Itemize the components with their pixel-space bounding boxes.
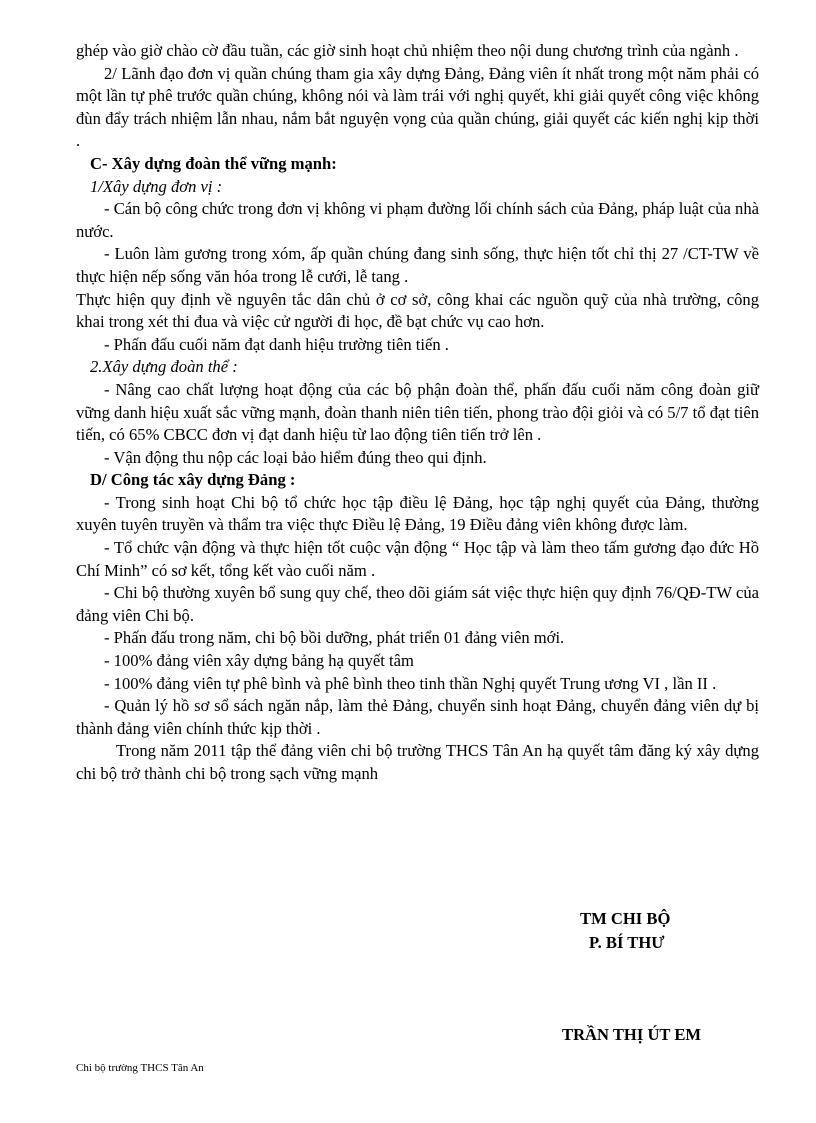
item-c3: Thực hiện quy định về nguyên tắc dân chủ ở cơ sở, công khai các nguồn quỹ của nhà trường, công khai trong xét thi đua và việc cử người đi học, đề bạt chức vụ cao hơn.	[76, 289, 759, 332]
heading-section-d: D/ Công tác xây dựng Đảng :	[90, 470, 296, 490]
item-d4: - Phấn đấu trong năm, chi bộ bồi dưỡng, phát triển 01 đảng viên mới.	[104, 628, 565, 648]
conclusion-paragraph: Trong năm 2011 tập thể đảng viên chi bộ trường THCS Tân An hạ quyết tâm đăng ký xây dựng chi bộ trở thành chi bộ trong sạch vững mạnh	[76, 741, 759, 783]
subheading-union: 2.Xây dựng đoàn thể :	[90, 357, 238, 377]
item-c4: - Phấn đấu cuối năm đạt danh hiệu trường tiên tiến .	[104, 334, 449, 354]
item-d3: - Chi bộ thường xuyên bổ sung quy chế, theo dõi giám sát việc thực hiện quy định 76/QĐ-TW của đảng viên Chi bộ.	[76, 583, 759, 625]
document-body	[76, 40, 759, 786]
item-d7: - Quản lý hồ sơ sổ sách ngăn nắp, làm thẻ Đảng, chuyển sinh hoạt Đảng, chuyển đảng viên dự bị thành đảng viên chính thức kịp thời .	[76, 696, 759, 738]
page-footer: Chi bộ trường THCS Tân An	[76, 1062, 204, 1074]
signature-role: P. BÍ THƯ	[589, 933, 665, 952]
subheading-unit: 1/Xây dựng đơn vị :	[90, 176, 223, 196]
item-c5: - Nâng cao chất lượng hoạt động của các bộ phận đoàn thể, phấn đấu cuối năm công đoàn giữ vững danh hiệu xuất sắc vững mạnh, đoàn thanh niên tiên tiến, phong trào đội giỏi và có 5/7 tổ đạt tiên tiến, có 65% CBCC đơn vị đạt danh hiệu từ lao động tiên tiến trở lên .	[76, 379, 759, 445]
item-c6: - Vận động thu nộp các loại bảo hiểm đúng theo qui định.	[104, 447, 487, 467]
item-d5: - 100% đảng viên xây dựng bảng hạ quyết tâm	[104, 651, 414, 671]
item-d2: - Tổ chức vận động và thực hiện tốt cuộc vận động “ Học tập và làm theo tấm gương đạo đức Hồ Chí Minh” có sơ kết, tổng kết vào cuối năm .	[76, 538, 759, 580]
item-c1: - Cán bộ công chức trong đơn vị không vi phạm đường lối chính sách của Đảng, pháp luật của nhà nước.	[76, 199, 759, 241]
item-c2: - Luôn làm gương trong xóm, ấp quần chúng đang sinh sống, thực hiện tốt chỉ thị 27 /CT-TW về thực hiện nếp sống văn hóa trong lễ cưới, lễ tang .	[76, 244, 759, 286]
paragraph-continuation: ghép vào giờ chào cờ đầu tuần, các giờ sinh hoạt chủ nhiệm theo nội dung chương trình của ngành .	[76, 41, 739, 60]
paragraph-2: 2/ Lãnh đạo đơn vị quần chúng tham gia xây dựng Đảng, Đảng viên ít nhất trong một năm phải có một lần tự phê trước quần chúng, không nói và làm trái với nghị quyết, khi giải quyết công việc không đùn đẩy trách nhiệm lẫn nhau, nắm bắt nguyện vọng của quần chúng, giải quyết các kiến nghị kịp thời .	[76, 63, 759, 151]
item-d6: - 100% đảng viên tự phê bình và phê bình theo tinh thần Nghị quyết Trung ương VI , lần II .	[104, 673, 717, 693]
item-d1: - Trong sinh hoạt Chi bộ tổ chức học tập điều lệ Đảng, học tập nghị quyết của Đảng, thường xuyên tuyên truyền và thẩm tra việc thực Điều lệ Đảng, 19 Điều đảng viên không được làm.	[76, 492, 759, 535]
signer-name: TRẦN THỊ ÚT EM	[562, 1025, 702, 1044]
signature-title: TM CHI BỘ	[580, 909, 671, 928]
heading-section-c: C- Xây dựng đoàn thể vững mạnh:	[90, 153, 337, 173]
